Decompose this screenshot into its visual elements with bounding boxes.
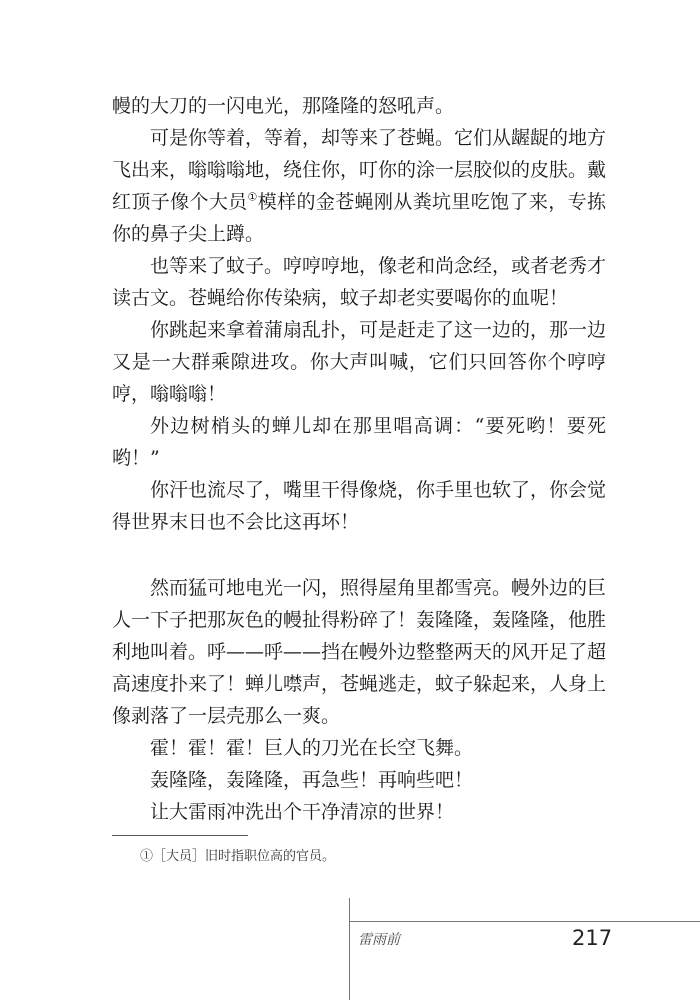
paragraph-5: 外边树梢头的蝉儿却在那里唱高调：“要死哟！要死哟！” [112,415,606,469]
section-break [112,538,606,572]
paragraph-4: 你跳起来拿着蒲扇乱扑，可是赶走了这一边的，那一边又是一大群乘隙进攻。你大声叫喊，它们只回答你个哼哼哼，嗡嗡嗡！ [112,319,607,405]
footnote-marker[interactable]: ① [247,190,258,204]
page-number: 217 [572,926,613,950]
paragraph-10: 让大雷雨冲洗出个干净清凉的世界！ [150,801,455,823]
footer-vertical-rule [349,898,350,1000]
paragraph-2 [112,122,606,250]
paragraph-6: 你汗也流尽了，嘴里干得像烧，你手里也软了，你会觉得世界末日也不会比这再坏！ [112,479,607,533]
footnote: ①［大员］旧时指职位高的官员。 [140,849,336,864]
paragraph-3: 也等来了蚊子。哼哼哼地，像老和尚念经，或者老秀才读古文。苍蝇给你传染病，蚊子却老实要喝你的血呢！ [112,255,607,309]
paragraph-9: 轰隆隆，轰隆隆，再急些！再响些吧！ [150,769,474,791]
footer-horizontal-rule [349,921,700,922]
paragraph-2-text: 可是你等着，等着，却等来了苍蝇。它们从龌龊的地方飞出来，嗡嗡嗡地，绕住你，叮你的涂一层胶似的皮肤。戴红顶子像个大员 [112,127,607,213]
paragraph-1: 幔的大刀的一闪电光，那隆隆的怒吼声。 [112,95,455,117]
paragraph-8: 霍！霍！霍！巨人的刀光在长空飞舞。 [150,737,474,759]
main-text [112,90,606,828]
running-footer-title: 雷雨前 [358,932,400,948]
paragraph-2-text-after: 模样的金苍蝇刚从粪坑里吃饱了来，专拣你的鼻子尖上蹲。 [112,191,606,245]
paragraph-7: 然而猛可地电光一闪，照得屋角里都雪亮。幔外边的巨人一下子把那灰色的幔扯得粉碎了！轰隆隆，轰隆隆，他胜利地叫着。呼——呼——挡在幔外边整整两天的风开足了超高速度扑来了！蝉儿噤声，苍蝇逃走，蚊子躲起来，人身上像剥落了一层壳那么一爽。 [112,577,607,727]
footnote-divider [112,835,248,836]
